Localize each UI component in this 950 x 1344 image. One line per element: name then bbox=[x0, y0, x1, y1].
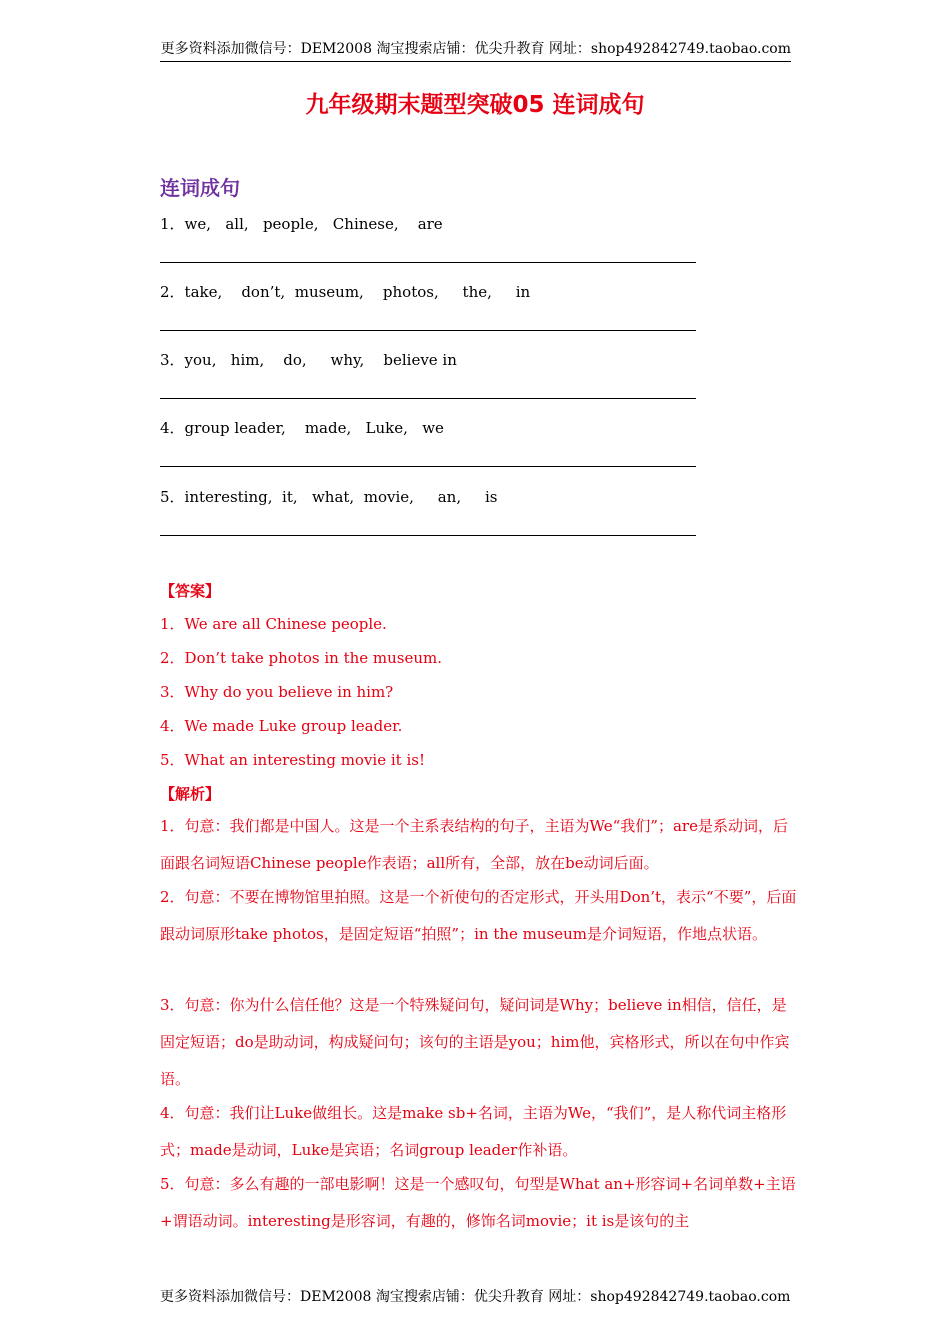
answer-line-5 bbox=[160, 535, 696, 536]
question-2: 2．take, don’t, museum, photos, the, in bbox=[160, 283, 531, 301]
page-title: 九年级期末题型突破05 连词成句 bbox=[305, 92, 645, 118]
analysis-heading: 【解析】 bbox=[160, 785, 221, 803]
analysis-1: 1．句意：我们都是中国人。这是一个主系表结构的句子，主语为We“我们”；are是系动词，后面跟名词短语Chinese people作表语；all所有，全部，放在be动词后面。 bbox=[160, 817, 788, 872]
question-4: 4．group leader, made, Luke, we bbox=[160, 419, 444, 437]
analysis-5: 5．句意：多么有趣的一部电影啊！这是一个感叹句，句型是What an+形容词+名词单数+主语+谓语动词。interesting是形容词，有趣的，修饰名词movie；it is是该句的主 bbox=[160, 1175, 796, 1230]
analysis-3: 3．句意：你为什么信任他？这是一个特殊疑问句，疑问词是Why；believe in相信，信任，是固定短语；do是助动词，构成疑问句；该句的主语是you；him他，宾格形式，所以在句中作宾语。 bbox=[160, 996, 790, 1088]
page-footer: 更多资料添加微信号：DEM2008 淘宝搜索店铺：优尖升教育 网址：shop492842749.taobao.com bbox=[160, 1289, 791, 1305]
answer-line-4 bbox=[160, 466, 696, 467]
answer-3: 3．Why do you believe in him? bbox=[160, 683, 394, 701]
answer-2: 2．Don’t take photos in the museum. bbox=[160, 649, 443, 667]
question-5: 5．interesting, it, what, movie, an, is bbox=[160, 488, 498, 506]
answer-line-2 bbox=[160, 330, 696, 331]
answer-line-1 bbox=[160, 262, 696, 263]
answer-line-3 bbox=[160, 398, 696, 399]
section-title: 连词成句 bbox=[160, 176, 240, 200]
question-1: 1．we, all, people, Chinese, are bbox=[160, 215, 443, 233]
answer-1: 1．We are all Chinese people. bbox=[160, 615, 387, 633]
analysis-2: 2．句意：不要在博物馆里拍照。这是一个祈使句的否定形式，开头用Don’t，表示“不要”，后面跟动词原形take photos，是固定短语“拍照”；in the museum是介词短语，作地点状语。 bbox=[160, 888, 797, 943]
answer-heading: 【答案】 bbox=[160, 582, 221, 600]
page-header: 更多资料添加微信号：DEM2008 淘宝搜索店铺：优尖升教育 网址：shop492842749.taobao.com bbox=[160, 38, 791, 62]
answer-5: 5．What an interesting movie it is! bbox=[160, 751, 425, 769]
answer-4: 4．We made Luke group leader. bbox=[160, 717, 403, 735]
question-3: 3．you, him, do, why, believe in bbox=[160, 351, 457, 369]
analysis-4: 4．句意：我们让Luke做组长。这是make sb+名词，主语为We，“我们”，是人称代词主格形式；made是动词，Luke是宾语；名词group leader作补语。 bbox=[160, 1104, 787, 1159]
